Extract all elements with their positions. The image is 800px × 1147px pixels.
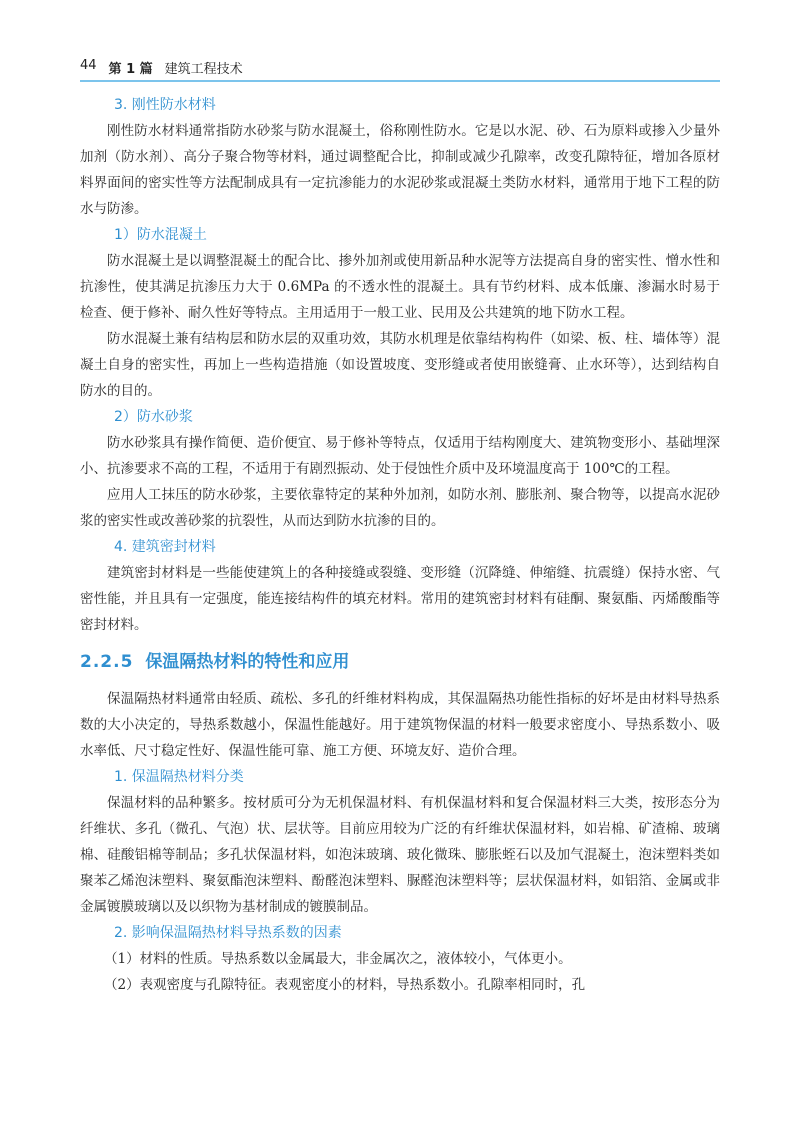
paragraph: 防水混凝土兼有结构层和防水层的双重功效，其防水机理是依靠结构构件（如梁、板、柱、墙体等）混凝土自身的密实性，再加上一些构造措施（如设置坡度、变形缝或者使用嵌缝膏、止水环等），达到结构自防水的目的。 bbox=[80, 331, 720, 399]
paragraph: 防水混凝土是以调整混凝土的配合比、掺外加剂或使用新品种水泥等方法提高自身的密实性、憎水性和抗渗性，使其满足抗渗压力大于 0.6MPa 的不透水性的混凝土。具有节约材料、成本低廉、渗漏水时易于检查、便于修补、耐久性好等特点。主用适用于一般工业、民用及公共建筑的地下防水工程。 bbox=[80, 253, 720, 321]
chapter-label: 第 1 篇 bbox=[108, 62, 153, 77]
paragraph: 保温材料的品种繁多。按材质可分为无机保温材料、有机保温材料和复合保温材料三大类，按形态分为纤维状、多孔（微孔、气泡）状、层状等。目前应用较为广泛的有纤维状保温材料，如岩棉、矿渣棉、玻璃棉、硅酸铝棉等制品；多孔状保温材料，如泡沫玻璃、玻化微珠、膨胀蛭石以及加气混凝土，泡沫塑料类如聚苯乙烯泡沫塑料、聚氨酯泡沫塑料、酚醛泡沫塑料、脲醛泡沫塑料等；层状保温材料，如铝箔、金属或非金属镀膜玻璃以及以织物为基材制成的镀膜制品。 bbox=[80, 795, 720, 915]
section-heading-sealing-materials: 4. 建筑密封材料 bbox=[114, 539, 216, 555]
section-title: 保温隔热材料的特性和应用 bbox=[145, 652, 350, 672]
subsection-heading-waterproof-concrete: 1）防水混凝土 bbox=[114, 227, 207, 243]
paragraph: 建筑密封材料是一些能使建筑上的各种接缝或裂缝、变形缝（沉降缝、伸缩缝、抗震缝）保持水密、气密性能，并且具有一定强度，能连接结构件的填充材料。常用的建筑密封材料有硅酮、聚氨酯、丙烯酸酯等密封材料。 bbox=[80, 565, 720, 633]
paragraph: 保温隔热材料通常由轻质、疏松、多孔的纤维材料构成，其保温隔热功能性指标的好坏是由材料导热系数的大小决定的，导热系数越小，保温性能越好。用于建筑物保温的材料一般要求密度小、导热系数小、吸水率低、尺寸稳定性好、保温性能可靠、施工方便、环境友好、造价合理。 bbox=[80, 691, 720, 759]
page-number: 44 bbox=[80, 58, 97, 73]
section-heading-conductivity-factors: 2. 影响保温隔热材料导热系数的因素 bbox=[114, 925, 342, 941]
paragraph: 应用人工抹压的防水砂浆，主要依靠特定的某种外加剂，如防水剂、膨胀剂、聚合物等，以提高水泥砂浆的密实性或改善砂浆的抗裂性，从而达到防水抗渗的目的。 bbox=[80, 487, 720, 529]
subsection-heading-waterproof-mortar: 2）防水砂浆 bbox=[114, 409, 193, 425]
section-heading-rigid-waterproof: 3. 刚性防水材料 bbox=[114, 97, 216, 113]
chapter-section-heading bbox=[80, 644, 720, 680]
page-header bbox=[80, 58, 720, 82]
section-number: 2.2.5 bbox=[80, 652, 134, 672]
paragraph: 防水砂浆具有操作简便、造价便宜、易于修补等特点，仅适用于结构刚度大、建筑物变形小、基础埋深小、抗渗要求不高的工程，不适用于有剧烈振动、处于侵蚀性介质中及环境温度高于 100℃的工程。 bbox=[80, 435, 720, 477]
paragraph: 刚性防水材料通常指防水砂浆与防水混凝土，俗称刚性防水。它是以水泥、砂、石为原料或掺入少量外加剂（防水剂）、高分子聚合物等材料，通过调整配合比，抑制或减少孔隙率，改变孔隙特征，增加各原材料界面间的密实性等方法配制成具有一定抗渗能力的水泥砂浆或混凝土类防水材料，通常用于地下工程的防水与防渗。 bbox=[80, 123, 720, 217]
chapter-title: 建筑工程技术 bbox=[164, 62, 243, 77]
page-content bbox=[80, 92, 720, 998]
list-item: （2）表观密度与孔隙特征。表观密度小的材料，导热系数小。孔隙率相同时，孔 bbox=[104, 977, 586, 993]
section-heading-insulation-classification: 1. 保温隔热材料分类 bbox=[114, 769, 244, 785]
header-rule bbox=[80, 80, 720, 82]
list-item: （1）材料的性质。导热系数以金属最大，非金属次之，液体较小，气体更小。 bbox=[104, 951, 572, 967]
